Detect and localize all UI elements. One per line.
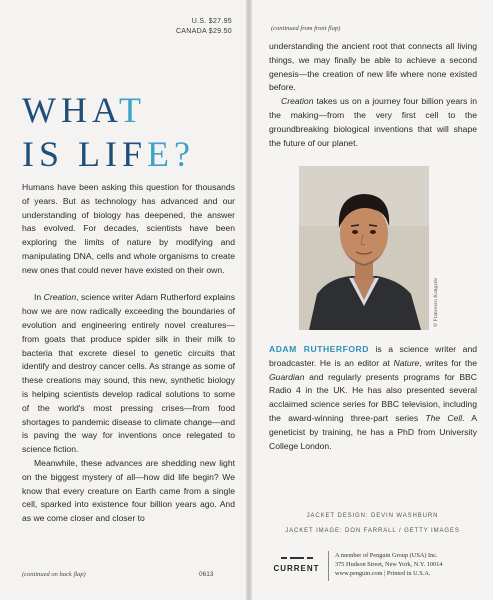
bio-italic-the-cell: The Cell <box>425 412 463 423</box>
back-flap-copy <box>269 40 477 150</box>
author-photo <box>299 166 429 330</box>
author-bio <box>269 343 477 453</box>
title-line-2 <box>22 132 237 176</box>
book-title-italic: Creation <box>43 292 77 303</box>
continued-on-back-note: (continued on back flap) <box>22 571 86 578</box>
bio-text-2: , writes for the <box>419 357 477 368</box>
front-flap <box>0 0 246 600</box>
price-us: U.S. $27.95 <box>191 18 232 25</box>
price-block <box>176 17 232 37</box>
bio-text-1: is a science writer and broadcaster. He is an editor at <box>269 344 477 368</box>
publisher-address <box>335 551 485 578</box>
bio-text-3: and regularly presents programs for BBC Radio 4 in the UK. He has also presented several acclaimed science series for BBC television, including the award-winning three-part series <box>269 371 477 423</box>
current-logo-mark-icon <box>281 555 313 561</box>
photo-credit-text: © Francesco Kangaris <box>433 277 439 327</box>
front-flap-copy <box>22 181 235 526</box>
front-paragraph-2-body: , science writer Adam Rutherford explains how we are now radically exceeding the boundaries of evolution and engineering entirely novel creatures—from goats that produce spider silk in their milk to bacteria that excrete diesel to genetic circuits that identify and destroy cancer cells. As strange as some of these creations may sound, this new, synthetic biology is helping scientists develop radical solutions to some of the world's most pressing crises—from food shortages to pandemic disease to climate change—and is paving the way for inventions once relegated to science fiction. <box>22 292 235 455</box>
bio-text-4: . A geneticist by training, he has a PhD from University College London. <box>269 412 477 451</box>
back-paragraph-2-body: takes us on a journey four billion years in the making—from the very first cell to the groundbreaking biological inventions that will shape the future of our planet. <box>269 96 477 148</box>
publisher-line-2: 375 Hudson Street, New York, N.Y. 10014 <box>335 561 443 568</box>
back-flap <box>252 0 493 600</box>
publisher-logo-word: CURRENT <box>273 564 320 573</box>
jacket-image-credit: JACKET IMAGE: DON FARRALL / GETTY IMAGES <box>285 528 460 534</box>
title-line-2-accent: E? <box>147 134 195 174</box>
bio-italic-nature: Nature <box>393 357 420 368</box>
publisher-divider <box>328 551 329 581</box>
back-paragraph-1: understanding the ancient root that connects all living things, we may finally be able to achieve a second genesis—the creation of new life where none existed before. <box>269 41 477 93</box>
title-line-1 <box>22 88 237 132</box>
book-title-italic-2: Creation <box>281 96 314 107</box>
author-name: ADAM RUTHERFORD <box>269 344 369 354</box>
publisher-block <box>269 547 479 583</box>
title-line-1-accent: T <box>118 90 146 130</box>
publisher-line-3: www.penguin.com | Printed in U.S.A. <box>335 570 431 577</box>
author-portrait-illustration <box>299 166 429 330</box>
jacket-code: 0613 <box>199 571 214 578</box>
publisher-line-1: A member of Penguin Group (USA) Inc. <box>335 552 438 559</box>
photo-credit <box>432 250 440 330</box>
front-paragraph-2 <box>22 291 235 457</box>
continued-from-front-note: (continued from front flap) <box>271 25 341 32</box>
publisher-logo <box>269 555 324 579</box>
price-canada: CANADA $29.50 <box>175 28 232 35</box>
title-line-1-main: WHA <box>22 90 119 130</box>
flap-title <box>22 88 237 176</box>
jacket-design-credit: JACKET DESIGN: DEVIN WASHBURN <box>306 513 439 519</box>
title-line-2-main: IS LIF <box>22 134 148 174</box>
back-paragraph-2 <box>269 95 477 150</box>
front-paragraph-2-lead: In <box>34 292 44 303</box>
front-paragraph-3: Meanwhile, these advances are shedding new light on the biggest mystery of all—how did life begin? We know that every creature on Earth came from a single cell, sparked into existence four billion years ago. And as we come closer and closer to <box>22 457 235 524</box>
bio-italic-guardian: Guardian <box>269 371 305 382</box>
front-paragraph-1: Humans have been asking this question for thousands of years. But as technology has advanced and our understanding of biology has deepened, the answer has evolved. For decades, scientists have been exploring the limits of nature by modifying and manipulating DNA, cells and whole organisms to create new ones that could never have existed on their own. <box>22 182 235 275</box>
